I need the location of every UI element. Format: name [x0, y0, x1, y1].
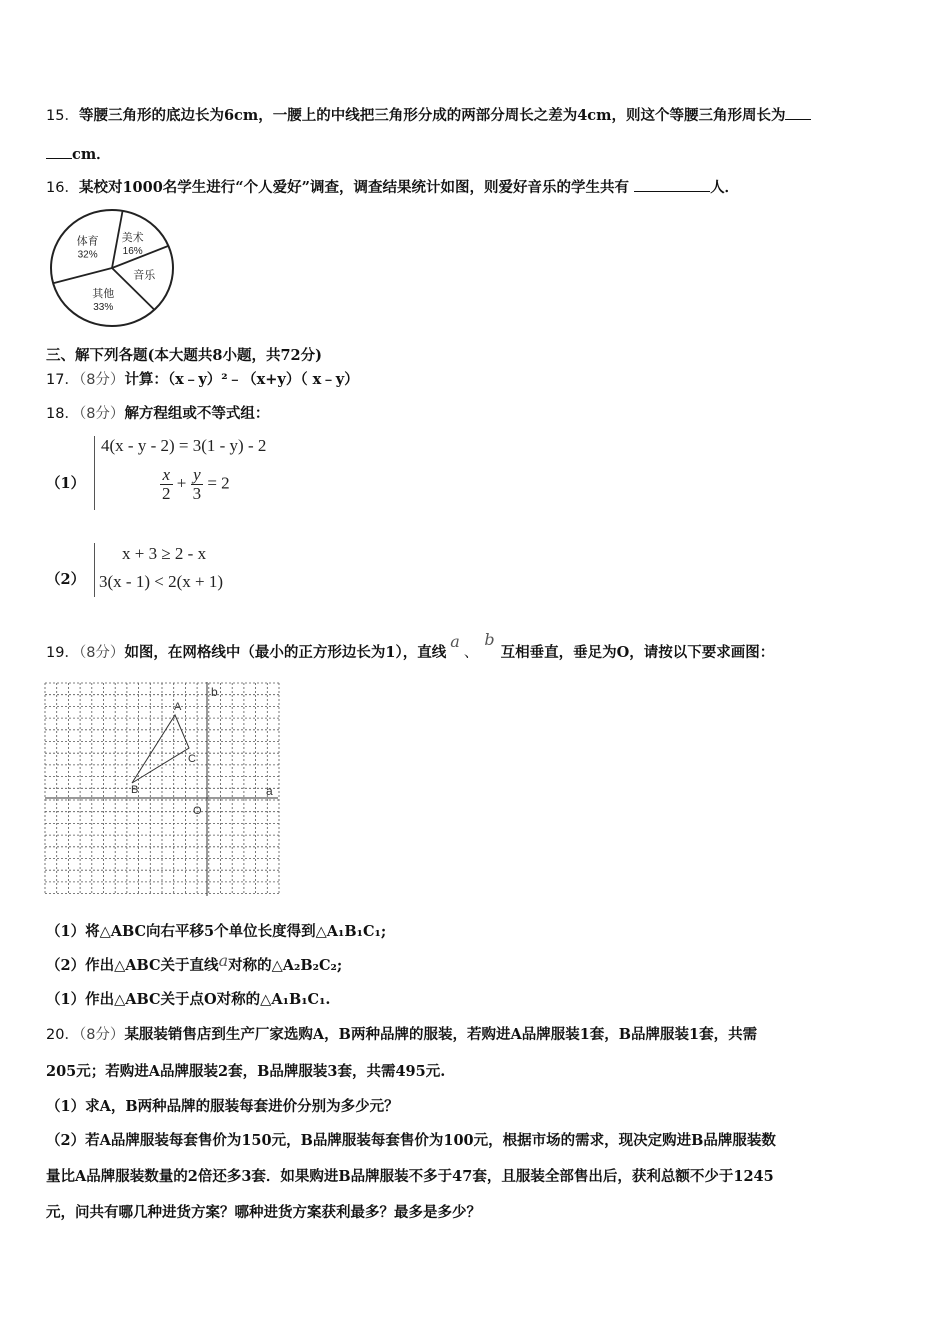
- label-line-a: a: [266, 784, 273, 798]
- section-3-title: 三、解下列各题(本大题共8小题，共72分): [46, 347, 322, 364]
- question-text: 某服装销售店到生产厂家选购A，B两种品牌的服装，若购进A品牌服装1套，B品牌服装1套，共需: [124, 1026, 758, 1043]
- coordinate-grid-figure: [44, 682, 280, 898]
- answer-blank[interactable]: [634, 177, 710, 192]
- pie-category-label: 体育: [76, 235, 99, 248]
- variable-a: a: [218, 951, 229, 970]
- question-text-a: 如图，在网格线中（最小的正方形边长为1），直线: [124, 644, 447, 661]
- q20-sub-2-line1: （2）若A品牌服装每套售价为150元，B品牌服装每套售价为100元，根据市场的需求，现决定购进B品牌服装数: [46, 1132, 776, 1149]
- fraction-x-over-2: $\frac{x}{2}$: [162, 465, 171, 503]
- pie-slice-boundary: [53, 268, 112, 283]
- q19-task-2: （2）作出△ABC关于直线a对称的△A₂B₂C₂;: [46, 951, 343, 974]
- label-c-point: C: [188, 753, 196, 765]
- q18-p2-inequality-1: x + 3 ≥ 2 - x: [122, 544, 207, 563]
- pie-value-label: 33%: [93, 301, 114, 313]
- question-text: 某校对1000名学生进行“个人爱好”调查，调查结果统计如图，则爱好音乐的学生共有: [78, 179, 629, 196]
- question-number: 20．: [46, 1027, 79, 1043]
- label-line-b: b: [211, 685, 218, 699]
- question-points: （8分）: [78, 1027, 125, 1043]
- question-number: 18．: [46, 406, 79, 422]
- variable-a: a: [450, 632, 460, 651]
- q18-p1-equation-1: 4(x - y - 2) = 3(1 - y) - 2: [101, 436, 267, 455]
- separator: 、: [463, 645, 479, 661]
- question-points: （8分）: [78, 645, 125, 661]
- inequality-brace: [94, 543, 95, 597]
- answer-blank-continued[interactable]: [46, 144, 72, 159]
- answer-blank[interactable]: [785, 105, 811, 120]
- question-20-line1: [46, 1023, 757, 1044]
- question-text: 解方程组或不等式组：: [124, 405, 270, 422]
- question-text: 等腰三角形的底边长为6cm，一腰上的中线把三角形分成的两部分周长之差为4cm，则这个等腰三角形周长为: [78, 107, 786, 124]
- question-17: [46, 368, 359, 389]
- question-15-line2: [46, 143, 111, 164]
- label-o-point: O: [193, 805, 202, 817]
- label-a-point: A: [174, 701, 182, 713]
- q20-sub-2-line2: 量比A品牌服装数量的2倍还多3套．如果购进B品牌服装不多于47套，且服装全部售出后，获利总额不少于1245: [46, 1168, 774, 1185]
- question-16: [46, 176, 739, 197]
- q18-p1-equation-2: $\frac{x}{2}$ + $\frac{y}{3}$ = 2: [162, 465, 230, 503]
- q18-p2-inequality-2: 3(x - 1) < 2(x + 1): [99, 572, 223, 591]
- question-points: （8分）: [78, 406, 125, 422]
- q18-part1-label: （1）: [46, 475, 86, 492]
- question-number: 19．: [46, 645, 79, 661]
- unit-label: cm．: [72, 146, 111, 163]
- pie-category-label: 其他: [92, 287, 115, 300]
- variable-b: b: [484, 630, 495, 649]
- label-b-point: B: [131, 784, 139, 796]
- q19-task-3: （1）作出△ABC关于点O对称的△A₁B₁C₁.: [46, 991, 331, 1008]
- dashed-grid: [45, 683, 279, 894]
- q19-task-1: （1）将△ABC向右平移5个单位长度得到△A₁B₁C₁;: [46, 923, 387, 940]
- q18-part2-label: （2）: [46, 571, 86, 588]
- question-suffix: 人．: [710, 179, 740, 196]
- pie-category-label: 美术: [121, 232, 144, 245]
- triangle-abc: [132, 715, 189, 783]
- question-text-b: 互相垂直，垂足为O，请按以下要求画图：: [500, 644, 775, 661]
- question-15-line1: [46, 104, 811, 125]
- pie-value-label: 16%: [122, 246, 143, 258]
- pie-value-label: 32%: [77, 249, 98, 261]
- question-text: 计算：（x﹣y）²﹣（x+y）（ x﹣y）: [124, 371, 359, 388]
- question-number: 16．: [46, 180, 79, 196]
- equation-brace: [94, 436, 95, 510]
- question-19: [46, 630, 775, 662]
- pie-category-label: 音乐: [133, 269, 156, 282]
- question-points: （8分）: [78, 372, 125, 388]
- q20-sub-1: （1）求A，B两种品牌的服装每套进价分别为多少元？: [46, 1098, 399, 1115]
- question-number: 17．: [46, 372, 79, 388]
- question-18: [46, 402, 269, 423]
- question-number: 15．: [46, 108, 79, 124]
- fraction-y-over-3: $\frac{y}{3}$: [192, 465, 202, 503]
- question-20-line2: 205元；若购进A品牌服装2套，B品牌服装3套，共需495元.: [46, 1063, 446, 1080]
- pie-chart: [46, 208, 181, 330]
- q20-sub-2-line3: 元，问共有哪几种进货方案？哪种进货方案获利最多？最多是多少？: [46, 1204, 481, 1221]
